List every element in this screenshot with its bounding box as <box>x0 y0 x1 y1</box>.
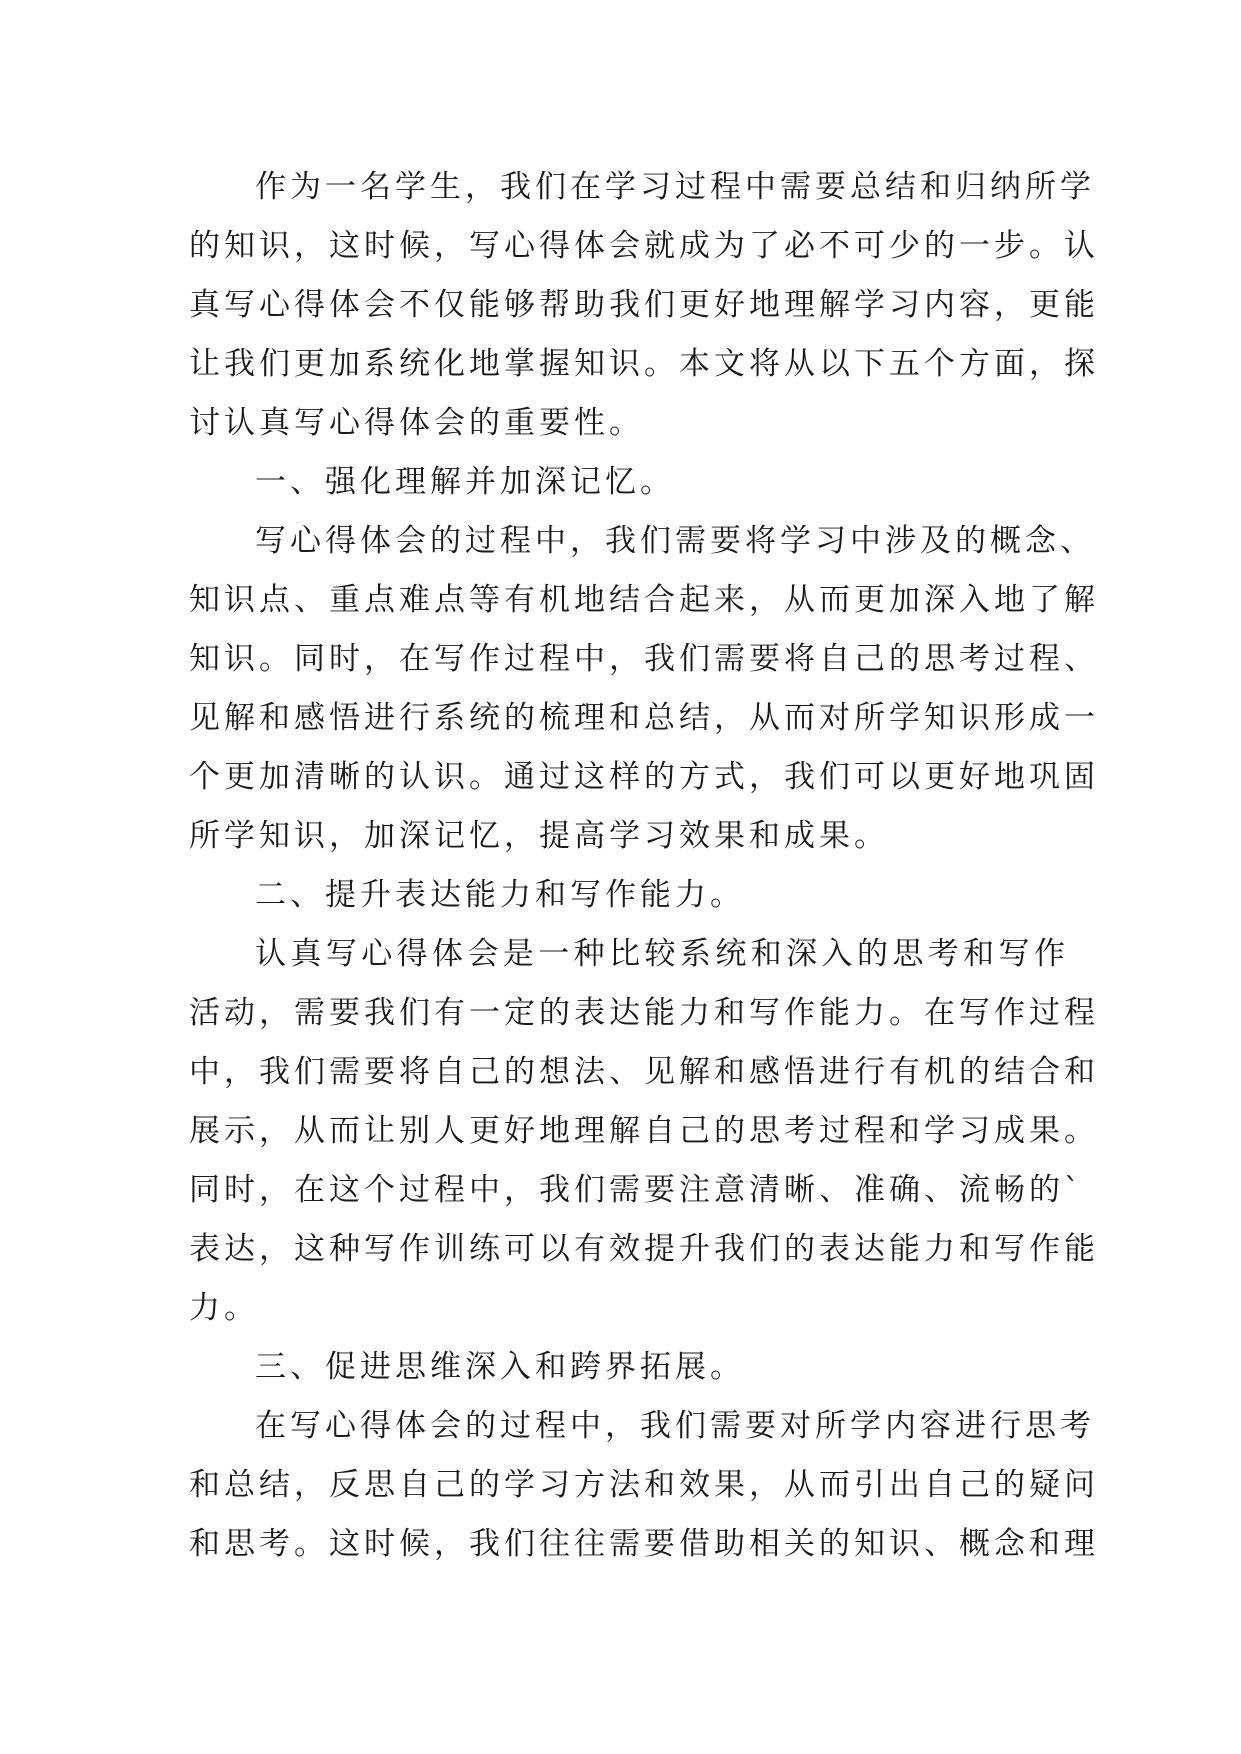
text-line: 知识点、重点难点等有机地结合起来，从而更加深入地了解 <box>189 582 1099 618</box>
text-line: 一、强化理解并加深记忆。 <box>255 464 675 500</box>
text-line: 见解和感悟进行系统的梳理和总结，从而对所学知识形成一 <box>189 700 1099 736</box>
text-line: 的知识，这时候，写心得体会就成为了必不可少的一步。认 <box>189 228 1099 264</box>
text-line: 作为一名学生，我们在学习过程中需要总结和归纳所学 <box>255 169 1095 205</box>
text-line: 让我们更加系统化地掌握知识。本文将从以下五个方面，探 <box>189 346 1099 382</box>
text-line: 力。 <box>189 1290 259 1326</box>
text-line: 二、提升表达能力和写作能力。 <box>255 877 745 913</box>
text-line: 个更加清晰的认识。通过这样的方式，我们可以更好地巩固 <box>189 759 1099 795</box>
text-line: 所学知识，加深记忆，提高学习效果和成果。 <box>189 818 889 854</box>
text-line: 真写心得体会不仅能够帮助我们更好地理解学习内容，更能 <box>189 287 1099 323</box>
text-line: 讨认真写心得体会的重要性。 <box>189 405 644 441</box>
text-line: 和思考。这时候，我们往往需要借助相关的知识、概念和理 <box>189 1526 1099 1562</box>
text-line: 和总结，反思自己的学习方法和效果，从而引出自己的疑问 <box>189 1467 1099 1503</box>
document-body <box>189 158 1099 1574</box>
text-line: 表达，这种写作训练可以有效提升我们的表达能力和写作能 <box>189 1231 1099 1267</box>
text-line: 同时，在这个过程中，我们需要注意清晰、准确、流畅的` <box>189 1172 1084 1208</box>
text-line: 在写心得体会的过程中，我们需要对所学内容进行思考 <box>255 1408 1095 1444</box>
text-line: 写心得体会的过程中，我们需要将学习中涉及的概念、 <box>255 523 1095 559</box>
text-line: 展示，从而让别人更好地理解自己的思考过程和学习成果。 <box>189 1113 1099 1149</box>
text-line: 活动，需要我们有一定的表达能力和写作能力。在写作过程 <box>189 995 1099 1031</box>
text-line: 认真写心得体会是一种比较系统和深入的思考和写作 <box>255 936 1069 972</box>
text-line: 知识。同时，在写作过程中，我们需要将自己的思考过程、 <box>189 641 1099 677</box>
text-line: 三、促进思维深入和跨界拓展。 <box>255 1349 745 1385</box>
text-line: 中，我们需要将自己的想法、见解和感悟进行有机的结合和 <box>189 1054 1099 1090</box>
